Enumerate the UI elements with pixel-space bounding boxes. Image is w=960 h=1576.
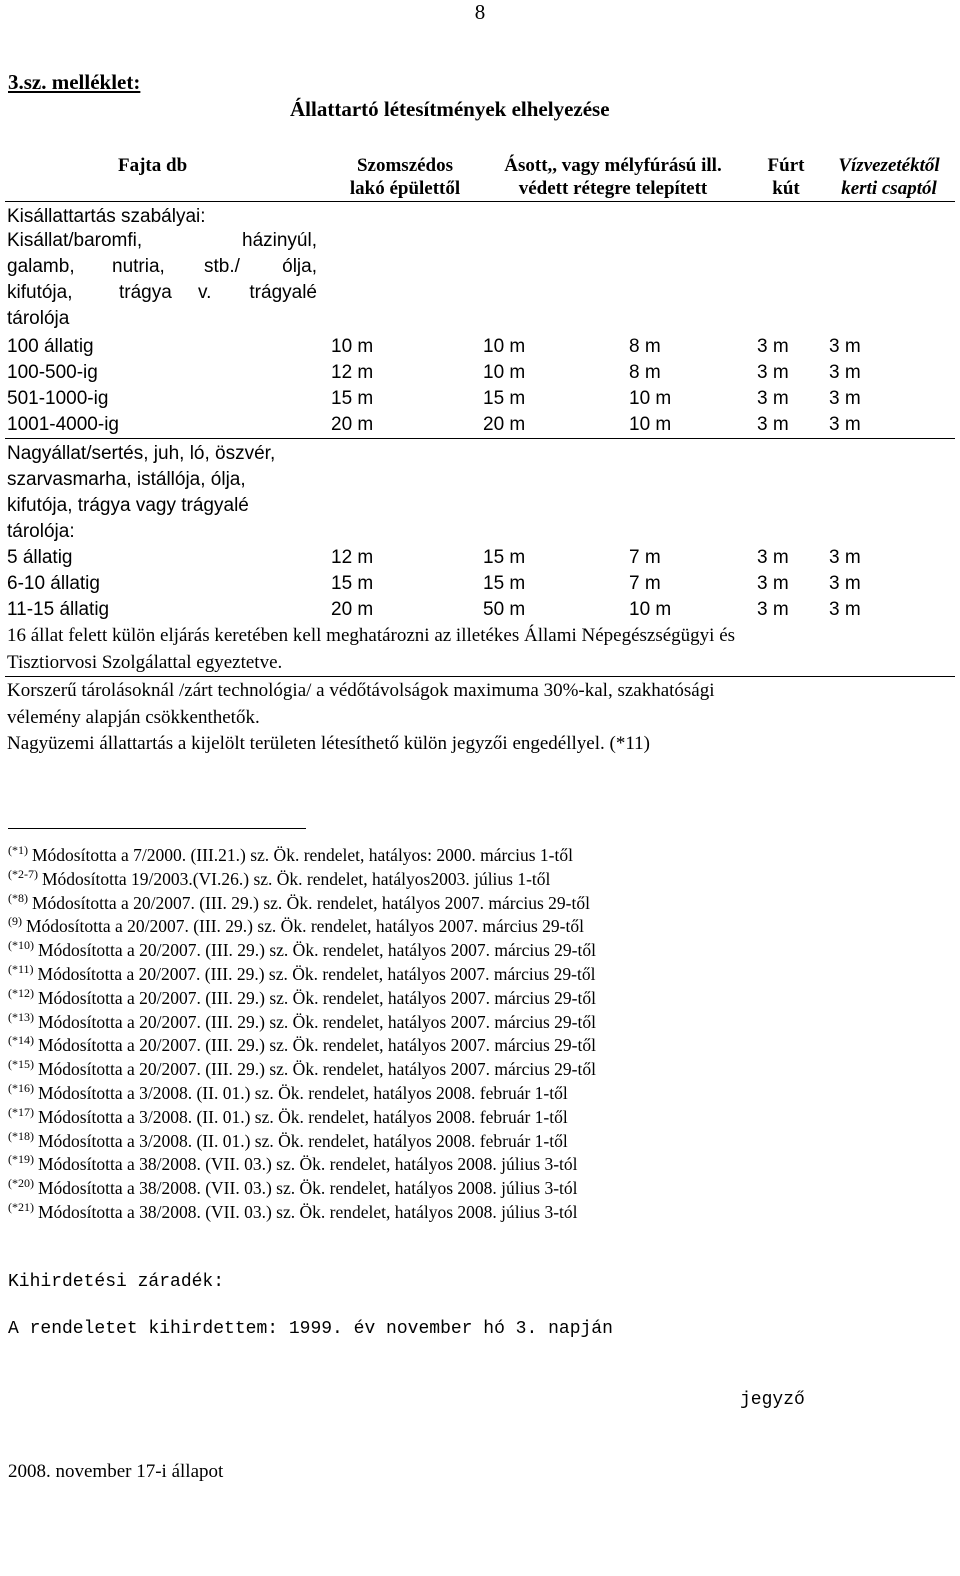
footnote-mark: (*18) <box>8 1128 34 1143</box>
table-row: 1001-4000-ig 20 m 20 m 10 m 3 m 3 m <box>7 414 861 435</box>
header-dug-well <box>488 154 738 200</box>
annex-label: 3.sz. melléklet: <box>8 70 141 94</box>
footnote-mark: (*1) <box>8 843 28 857</box>
promulgation-heading: Kihirdetési záradék: <box>8 1272 225 1292</box>
footnote-mark: (*15) <box>8 1057 34 1072</box>
notary-signature-label: jegyző <box>740 1390 805 1410</box>
table-row: 6-10 állatig 15 m 15 m 7 m 3 m 3 m <box>7 573 861 594</box>
footnote-separator <box>8 828 306 829</box>
header-drilled-well-line1: Fúrt <box>767 155 805 176</box>
footnote-mark: (*20) <box>8 1176 34 1191</box>
footnote-text: Módosította a 38/2008. (VII. 03.) sz. Ök. rendelet, hatályos 2008. július 3-tól <box>38 1154 578 1175</box>
page-number: 8 <box>474 0 486 24</box>
footnote-mark: (*19) <box>8 1152 34 1167</box>
header-neighbour-building <box>330 154 480 200</box>
header-neighbour-line1: Szomszédos <box>356 155 454 176</box>
footnote-item <box>8 1081 568 1104</box>
header-water-tap <box>823 154 955 200</box>
footnote-text: Módosította a 20/2007. (III. 29.) sz. Ök. rendelet, hatályos 2007. március 29-től <box>38 1011 596 1032</box>
footnote-mark: (*10) <box>8 938 34 953</box>
footnote-item <box>8 1152 578 1175</box>
footnote-mark: (*21) <box>8 1200 34 1214</box>
footnote-mark: (*2-7) <box>8 866 38 881</box>
footnote-mark: (*8) <box>8 890 28 905</box>
footnote-text: Módosította a 20/2007. (III. 29.) sz. Ök. rendelet, hatályos 2007. március 29-től <box>37 964 596 984</box>
footnote-item <box>8 843 573 866</box>
footnote-item <box>8 986 596 1009</box>
document-title: Állattartó létesítmények elhelyezése <box>290 97 610 121</box>
footnote-text: Módosította a 3/2008. (II. 01.) sz. Ök. rendelet, hatályos 2008. február 1-től <box>38 1106 568 1127</box>
footnote-text: Módosította a 3/2008. (II. 01.) sz. Ök. rendelet, hatályos 2008. február 1-től <box>38 1083 568 1103</box>
footnote-item <box>8 1176 578 1199</box>
footnote-item <box>8 867 550 890</box>
footnote-text: Módosította a 20/2007. (III. 29.) sz. Ök. rendelet, hatályos 2007. március 29-től <box>38 987 596 1008</box>
header-fajta-db: Fajta db <box>118 155 188 176</box>
note-large-herd: 16 állat felett külön eljárás keretében kell meghatározni az illetékes Állami Népegészségügyi és Tisztiorvosi Szolgálattal egyeztetve. <box>7 625 736 673</box>
header-water-tap-line1: Vízvezetéktől <box>838 155 940 176</box>
table-row: 5 állatig 12 m 15 m 7 m 3 m 3 m <box>7 547 861 568</box>
footnote-text: Módosította a 7/2000. (III.21.) sz. Ök. rendelet, hatályos: 2000. március 1-től <box>32 845 573 865</box>
footnote-text: Módosította a 20/2007. (III. 29.) sz. Ök. rendelet, hatályos 2007. március 29-től <box>38 940 596 961</box>
footnote-text: Módosította a 20/2007. (III. 29.) sz. Ök. rendelet, hatályos 2007. március 29-től <box>38 1035 596 1056</box>
footnote-item <box>8 962 596 985</box>
footnote-text: Módosította a 38/2008. (VII. 03.) sz. Ök. rendelet, hatályos 2008. július 3-tól <box>38 1178 578 1199</box>
footnote-mark: (*12) <box>8 985 34 1000</box>
header-drilled-well <box>760 154 812 200</box>
header-rule <box>5 201 955 202</box>
footnote-item <box>8 891 590 914</box>
footnote-mark: (*13) <box>8 1009 34 1024</box>
footnote-item <box>8 1010 596 1033</box>
footnote-text: Módosította 19/2003.(VI.26.) sz. Ök. rendelet, hatályos2003. július 1-től <box>42 868 551 889</box>
small-section-description: Kisállat/baromfi, házinyúl, galamb, nutria, stb./ ólja, kifutója, trágya v. trágyalé tárolója <box>7 230 317 329</box>
footnote-item <box>8 1129 568 1152</box>
small-section-title: Kisállattartás szabályai: <box>7 206 206 227</box>
footnote-item <box>8 914 584 937</box>
footnote-text: Módosította a 3/2008. (II. 01.) sz. Ök. rendelet, hatályos 2008. február 1-től <box>38 1130 568 1151</box>
section-rule <box>5 438 955 439</box>
table-row: 100 állatig 10 m 10 m 8 m 3 m 3 m <box>7 336 861 357</box>
table-row: 100-500-ig 12 m 10 m 8 m 3 m 3 m <box>7 362 861 383</box>
header-dug-well-line1: Ásott,, vagy mélyfúrású ill. <box>504 155 722 176</box>
footnote-text: Módosította a 20/2007. (III. 29.) sz. Ök. rendelet, hatályos 2007. március 29-től <box>32 892 590 913</box>
footnote-mark: (*11) <box>8 962 34 976</box>
status-date: 2008. november 17-i állapot <box>8 1461 224 1482</box>
footnote-item <box>8 1105 568 1128</box>
promulgation-statement: A rendeletet kihirdettem: 1999. év november hó 3. napján <box>8 1319 613 1339</box>
footnote-text: Módosította a 38/2008. (VII. 03.) sz. Ök. rendelet, hatályos 2008. július 3-tól <box>38 1202 578 1222</box>
footnote-item <box>8 1033 596 1056</box>
footnote-text: Módosította a 20/2007. (III. 29.) sz. Ök. rendelet, hatályos 2007. március 29-től <box>26 916 584 937</box>
footnote-mark: (*17) <box>8 1104 34 1119</box>
footnote-mark: (9) <box>8 914 22 929</box>
header-neighbour-line2: lakó épülettől <box>349 178 461 199</box>
table-row: 501-1000-ig 15 m 15 m 10 m 3 m 3 m <box>7 388 861 409</box>
large-section-description: Nagyállat/sertés, juh, ló, öszvér, szarvasmarha, istállója, ólja, kifutója, trágya vagy trágyalé tárolója: <box>7 443 276 542</box>
footnote-text: Módosította a 20/2007. (III. 29.) sz. Ök. rendelet, hatályos 2007. március 29-től <box>38 1059 596 1080</box>
table-row: 11-15 állatig 20 m 50 m 10 m 3 m 3 m <box>7 599 861 620</box>
note-industrial-farming: Nagyüzemi állattartás a kijelölt területen létesíthető külön jegyzői engedéllyel. (*11) <box>7 733 650 754</box>
header-water-tap-line2: kerti csaptól <box>841 178 937 199</box>
footnote-item <box>8 938 596 961</box>
note-modern-storage: Korszerű tárolásoknál /zárt technológia/ a védőtávolságok maximuma 30%-kal, szakhatósági vélemény alapján csökkenthetők. <box>7 680 715 728</box>
footnote-item <box>8 1057 596 1080</box>
footnote-mark: (*14) <box>8 1033 34 1048</box>
header-drilled-well-line2: kút <box>772 178 800 199</box>
footnote-item <box>8 1200 578 1223</box>
footnote-mark: (*16) <box>8 1081 34 1095</box>
header-dug-well-line2: védett rétegre telepített <box>518 178 708 199</box>
